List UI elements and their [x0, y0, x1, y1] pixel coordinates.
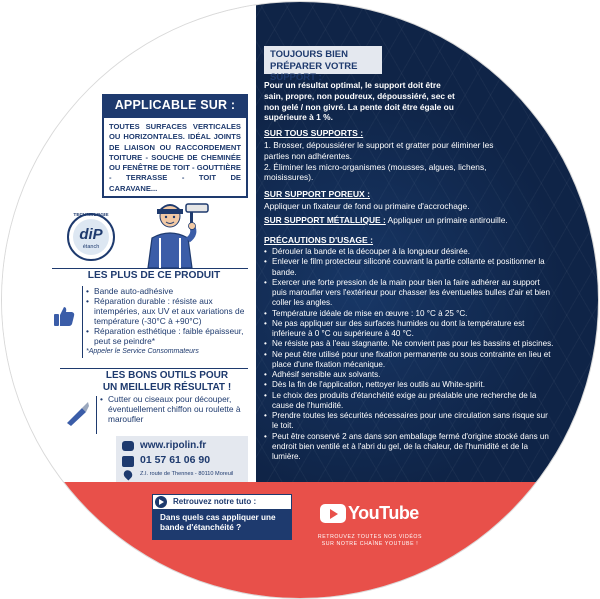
divider-1	[52, 268, 248, 269]
plus-item: • Réparation esthétique : faible épaisseur, peut se peindre*	[86, 326, 250, 346]
address: Z.I. route de Thennes - 80110 Moreuil	[140, 471, 234, 477]
play-icon	[155, 496, 167, 508]
round-label	[2, 2, 598, 598]
cutter-icon	[64, 400, 90, 426]
tools-bar	[96, 396, 97, 434]
prep-title-line2: PRÉPARER VOTRE SUPPORT :	[270, 60, 358, 83]
thumbs-up-icon	[52, 304, 76, 328]
precaution-item: • Enlever le film protecteur siliconé couvrant la partie collante et positionner la bande.	[264, 257, 554, 278]
all-supports-item: 2. Éliminer les micro-organismes (mousses, algues, lichens, moisissures).	[264, 161, 487, 183]
plus-bar	[82, 286, 83, 358]
youtube-play-icon	[320, 504, 346, 523]
plus-list	[86, 286, 250, 356]
tools-title-line2: UN MEILLEUR RÉSULTAT !	[102, 382, 232, 393]
precaution-item: • Température idéale de mise en œuvre : 10 °C à 25 °C.	[264, 309, 554, 319]
precaution-item: • Ne peut être utilisé pour une fixation permanente ou sous contrainte en lieu et place d'une fixation mécanique.	[264, 350, 554, 371]
website-link[interactable]: www.ripolin.fr	[140, 440, 207, 451]
precaution-item: • Le choix des produits d'étanchéité exige au préalable une recherche de la cause de l'humidité.	[264, 391, 554, 412]
badge-sub-text: étanch	[82, 244, 100, 250]
porous-title: SUR SUPPORT POREUX :	[264, 189, 371, 199]
prep-title-box	[264, 46, 382, 83]
precaution-item: • Dérouler la bande et la découper à la longueur désirée.	[264, 247, 554, 257]
tuto-question: Dans quels cas appliquer une bande d'étanchéité ?	[160, 513, 276, 532]
precaution-item: • Ne pas appliquer sur des surfaces humides ou dont la température est inférieure à 0 °C ou supérieure à 40 °C.	[264, 319, 554, 340]
location-icon	[122, 468, 134, 480]
metal-title: SUR SUPPORT MÉTALLIQUE :	[264, 215, 386, 225]
plus-title: LES PLUS DE CE PRODUIT	[87, 270, 221, 281]
tuto-badge	[152, 494, 292, 510]
precautions-title: PRÉCAUTIONS D'USAGE :	[264, 235, 373, 245]
phone-icon	[122, 456, 134, 467]
precaution-item: • Peut être conservé 2 ans dans son emballage fermé d'origine stocké dans un endroit bien ventilé et à l'abri du gel, de la chaleur, de l'humidité et de la lumière.	[264, 432, 554, 463]
phone-number: 01 57 61 06 90	[140, 454, 211, 466]
divider-2	[60, 368, 248, 369]
right-panel	[256, 2, 598, 482]
plus-note: *Appeler le Service Consommateurs	[86, 347, 199, 355]
plus-item: • Bande auto-adhésive	[86, 286, 250, 296]
youtube-tagline: RETROUVEZ TOUTES NOS VIDÉOS SUR NOTRE CHAÎNE YOUTUBE !	[317, 534, 423, 547]
tuto-badge-label: Retrouvez notre tuto :	[173, 497, 257, 506]
tools-item: • Cutter ou ciseaux pour découper, éventuellement chiffon ou roulette à maroufler	[100, 394, 250, 424]
tools-title	[82, 370, 252, 394]
metal-text: Appliquer un primaire antirouille.	[385, 215, 508, 225]
bottom-banner	[2, 482, 598, 598]
precaution-item: • Exercer une forte pression de la main pour bien la faire adhérer au support puis maroufler vers l'extérieur pour chasser les éventuelles bulles d'air et bien coller les angles.	[264, 278, 554, 309]
applicable-text: TOUTES SURFACES VERTICALES OU HORIZONTALES. IDÉAL JOINTS DE LIAISON OU RACCORDEMENT TOITURE - SOUCHE DE CHEMINÉE OU FENÊTRE DE TOIT - GOUTTIÈRE - TERRASSE - TOIT DE CARAVANE...	[102, 116, 248, 198]
metal-line	[264, 215, 564, 226]
dip-badge	[66, 212, 116, 262]
tools-title-line1: LES BONS OUTILS POUR	[105, 370, 229, 381]
tuto-box[interactable]	[152, 494, 292, 540]
prep-title-line1: TOUJOURS BIEN	[270, 49, 348, 60]
plus-item: • Réparation durable : résiste aux intempéries, aux UV et aux variations de température (-30°C à +90°C)	[86, 296, 250, 326]
precautions-list	[264, 247, 554, 462]
prep-intro: Pour un résultat optimal, le support doit être sain, propre, non poudreux, dépoussiéré, sec et non gelé / non givré. La pente doit être égale ou supérieure à 1 %.	[264, 80, 455, 123]
contact-box	[116, 436, 248, 482]
precaution-item: • Prendre toutes les sécurités nécessaires pour une circulation sans risque sur le toit.	[264, 411, 554, 432]
precaution-item: • Adhésif sensible aux solvants.	[264, 370, 554, 380]
porous-text: Appliquer un fixateur de fond ou primaire d'accrochage.	[264, 201, 470, 211]
all-supports-title: SUR TOUS SUPPORTS :	[264, 128, 364, 138]
applicable-title: APPLICABLE SUR :	[102, 94, 248, 116]
badge-top-text: TECHNOLOGIE	[73, 213, 109, 218]
painter-illustration	[130, 198, 214, 268]
precaution-item: • Ne résiste pas à l'eau stagnante. Ne convient pas pour les bassins et piscines.	[264, 339, 554, 349]
all-supports-list	[264, 140, 504, 183]
all-supports-item: 1. Brosser, dépoussiérer le support et gratter pour éliminer les parties non adhérentes.	[264, 140, 494, 161]
left-panel	[2, 2, 256, 482]
tools-list	[100, 394, 250, 424]
youtube-wordmark: YouTube	[348, 503, 419, 523]
precaution-item: • Dès la fin de l'application, nettoyer les outils au White-spirit.	[264, 380, 554, 390]
chat-icon	[122, 441, 134, 451]
badge-main-text: diP	[79, 226, 103, 243]
youtube-logo[interactable]	[320, 502, 419, 526]
